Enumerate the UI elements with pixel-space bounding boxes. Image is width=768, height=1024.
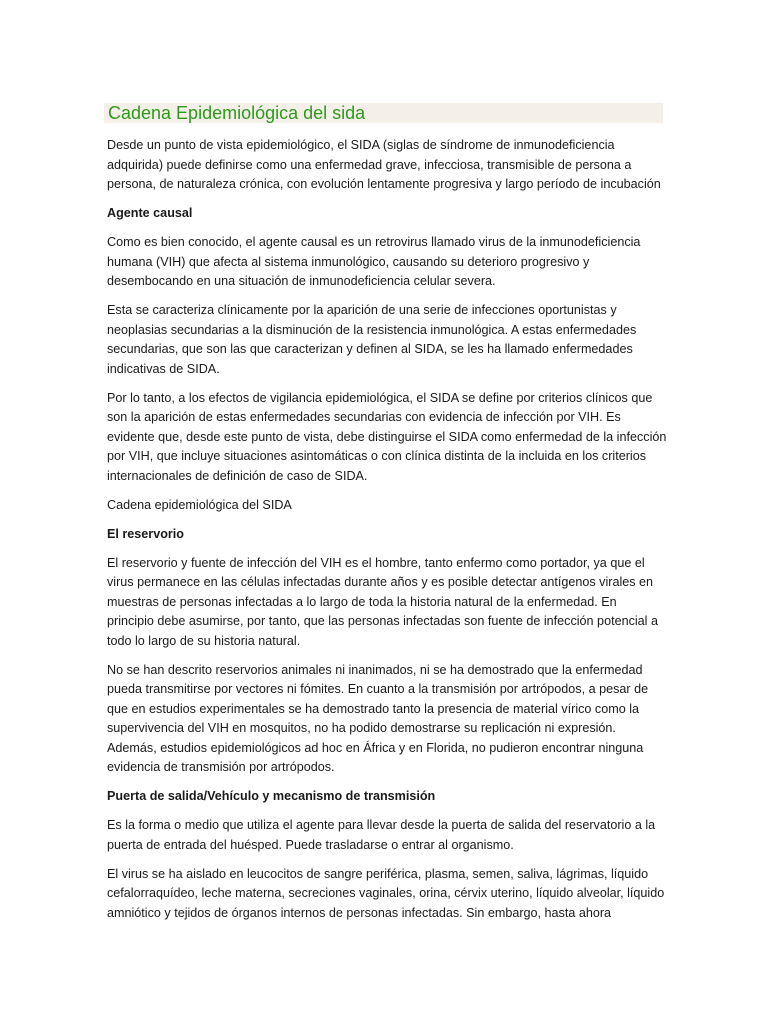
section-heading-reservorio: El reservorio bbox=[107, 526, 185, 541]
intro-paragraph: Desde un punto de vista epidemiológico, el SIDA (siglas de síndrome de inmunodeficiencia adquirida) puede definirse como una enfermedad grave, infecciosa, transmisible de persona a persona, de naturaleza crónica, con evolución lentamente progresiva y largo período de incubación bbox=[107, 138, 661, 191]
section-heading-puerta: Puerta de salida/Vehículo y mecanismo de transmisión bbox=[107, 789, 436, 803]
puerta-paragraph-1: Es la forma o medio que utiliza el agente para llevar desde la puerta de salida del reservatorio a la puerta de entrada del huésped. Puede trasladarse o entrar al organismo. bbox=[107, 818, 656, 852]
reservorio-paragraph-1: El reservorio y fuente de infección del VIH es el hombre, tanto enfermo como portador, ya que el virus permanece en las células infectadas durante años y es posible detectar antígenos virales en muestras de personas infectadas a lo largo de toda la historia natural de la enfermedad. En principio debe asumirse, por tanto, que las personas infectadas son fuente de infección potencial a todo lo largo de su historia natural. bbox=[107, 555, 658, 648]
section-heading-cadena: Cadena epidemiológica del SIDA bbox=[107, 497, 292, 512]
puerta-paragraph-2: El virus se ha aislado en leucocitos de sangre periférica, plasma, semen, saliva, lágrimas, líquido cefalorraquídeo, leche materna, secreciones vaginales, orina, cérvix uterino, líquido alveolar, líquido amniótico y tejidos de órganos internos de personas infectadas. Sin embargo, hasta ahora bbox=[107, 866, 665, 920]
section-heading-agente-causal: Agente causal bbox=[107, 206, 193, 220]
document-body bbox=[107, 136, 667, 933]
agente-paragraph-3: Por lo tanto, a los efectos de vigilancia epidemiológica, el SIDA se define por criterios clínicos que son la aparición de estas enfermedades secundarias con evidencia de infección por VIH. Es evidente que, desde este punto de vista, debe distinguirse el SIDA como enfermedad de la infección por VIH, que incluye situaciones asintomáticas o con clínica distinta de la incluida en los criterios internacionales de definición de caso de SIDA. bbox=[107, 390, 667, 483]
reservorio-paragraph-2: No se han descrito reservorios animales ni inanimados, ni se ha demostrado que la enfermedad pueda transmitirse por vectores ni fómites. En cuanto a la transmisión por artrópodos, a pesar de que en estudios experimentales se ha demostrado tanto la presencia de material vírico como la supervivencia del VIH en mosquitos, no ha podido demostrarse su replicación ni expresión. Además, estudios epidemiológicos ad hoc en África y en Florida, no pudieron encontrar ninguna evidencia de transmisión por artrópodos. bbox=[107, 662, 649, 774]
document-title: Cadena Epidemiológica del sida bbox=[108, 103, 366, 123]
agente-paragraph-2: Esta se caracteriza clínicamente por la aparición de una serie de infecciones oportunistas y neoplasias secundarias a la disminución de la resistencia inmunológica. A estas enfermedades secundarias, que son las que caracterizan y definen al SIDA, se les ha llamado enfermedades indicativas de SIDA. bbox=[107, 303, 637, 376]
agente-paragraph-1: Como es bien conocido, el agente causal es un retrovirus llamado virus de la inmunodeficiencia humana (VIH) que afecta al sistema inmunológico, causando su deterioro progresivo y desembocando en una situación de inmunodeficiencia celular severa. bbox=[107, 235, 641, 288]
